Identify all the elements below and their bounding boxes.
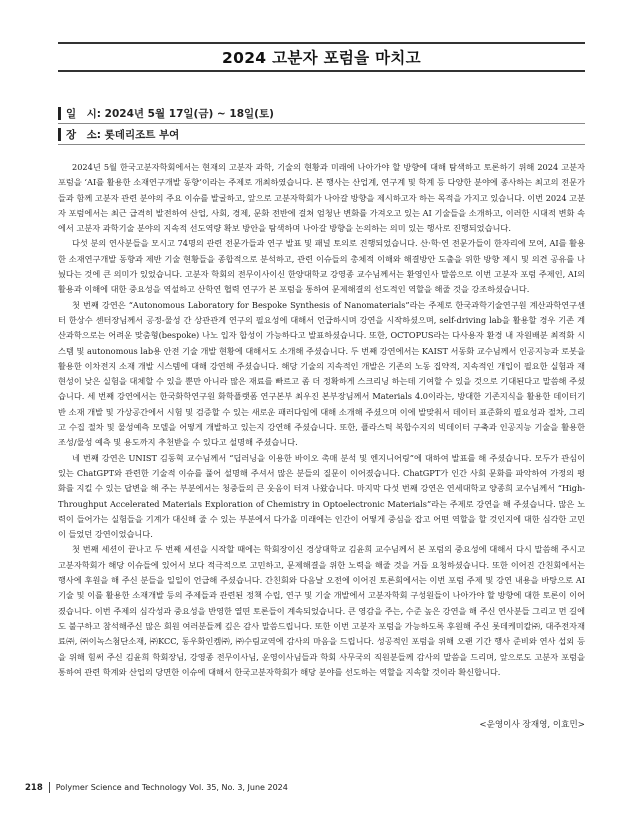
paragraph-5: 첫 번째 세션이 끝나고 두 번째 세션을 시작할 때에는 학회장이신 경상대학교 김윤희 교수님께서 본 포럼의 중요성에 대해서 다시 말씀해 주시고 고분자학회가 해당 이슈들에 있어서 보다 적극적으로 고민하고, 문제해결을 위한 노력을 해줄 것을 거듭 요청하셨습니다. 또한 이어진 간친회에서는 행사에 후원을 해 주신 분들을 일일이 언급해 주셨습니다. 간친회와 다음날 오전에 이어진 토론회에서는 이번 포럼 주제 및 강연 내용을 바탕으로 AI 기술 및 이를 활용한 소재개발 등의 주제들과 관련된 정책 수립, 연구 및 기술 개발에서 고분자학회 구성원들이 나아가야 할 방향에 대한 토론이 이어졌습니다. 이번 주제의 심각성과 중요성을 반영한 열띤 토론들이 계속되었습니다. 큰 영감을 주는, 수준 높은 강연을 해 주신 연사분들 그리고 먼 길에도 불구하고 참석해주신 많은 회원 여러분들께 깊은 감사 말씀드립니다. 또한 이번 고분자 포럼을 가능하도록 후원해 주신 롯데케미칼㈜, 대주전자재료㈜, ㈜이녹스첨단소재, ㈜KCC, 동우화인켐㈜, ㈜수림교역에 감사의 마음을 드립니다. 성공적인 포럼을 위해 오랜 기간 행사 준비와 연사 섭외 등을 위해 힘써 주신 김윤희 학회장님, 강영종 전무이사님, 운영이사님들과 학회 사무국의 직원분들께 감사의 말씀을 드리며, 앞으로도 고분자 포럼을 통하여 관련 학계와 산업의 당면한 이슈에 대해서 한국고분자학회가 해당 분야를 선도하는 역할을 지속할 것이라 확신합니다. xyxy=(58,544,585,677)
place-value: 롯데리조트 부여 xyxy=(104,128,180,141)
page-title: 2024 고분자 포럼을 마치고 xyxy=(222,49,421,67)
bullet-bar xyxy=(58,107,61,120)
paragraph-2: 다섯 분의 연사분들을 모시고 74명의 관련 전문가들과 연구 발표 및 패널 토의로 진행되었습니다. 산·학·연 전문가들이 한자리에 모여, AI를 활용한 소재연구개발 동향과 제반 기술 현황들을 종합적으로 분석하고, 관련 이슈들의 총체적 이해와 해결방안 도출을 위한 방향 제시 및 의견 공유를 나눴다는 것에 큰 의미가 있었습니다. 고분자 학회의 전무이사이신 한양대학교 강영종 교수님께서는 환영인사 말씀으로 이번 고분자 포럼 주제인, AI의 활용과 이해에 대한 중요성을 역설하고 산학연 협력 연구가 본 포럼을 통하여 문제해결의 선도적인 역할을 해줄 것을 강조하셨습니다. xyxy=(58,238,585,295)
paragraph-3: 첫 번째 강연은 “Autonomous Laboratory for Bespoke Synthesis of Nanomaterials”라는 주제로 한국과학기술연구원 계산과학연구센터 한상수 센터장님께서 공정-물성 간 상관관계 연구의 필요성에 대해서 언급하시며 강연을 시작하셨으며, self-driving lab을 활용할 경우 기존 계산과학으로는 어려운 맞춤형(bespoke) 나노 입자 합성이 가능하다고 발표하셨습니다. 또한, OCTOPUS라는 다사용자 환경 내 자원배분 최적화 시스템 및 autonomous lab용 안전 기술 개발 현황에 대해서도 소개해 주셨습니다. 두 번째 강연에서는 KAIST 서동화 교수님께서 인공지능과 로봇을 활용한 이차전지 소재 개발 시스템에 대해 강연해 주셨습니다. 해당 기술의 지속적인 개발은 기존의 노동 집약적, 지속적인 개입이 필요한 실험과 재현성이 낮은 실험을 대체할 수 있을 뿐만 아니라 많은 재료를 빠르고 좀 더 정확하게 스크리닝 하는데 기여할 수 있을 것으로 기대된다고 말씀해 주셨습니다. 세 번째 강연에서는 한국화학연구원 화학플랫폼 연구본부 최우진 본부장님께서 Materials 4.0이라는, 방대한 기존지식을 활용한 데이터기반 소재 개발 및 가상공간에서 시험 및 검증할 수 있는 새로운 패러다임에 대해 소개해 주셨으며 이에 발맞춰서 데이터 표준화의 필요성과 절차, 그리고 수집 절차 및 물성예측 모델을 어떻게 개발하고 있는지 강연해 주셨습니다. 또한, 플라스틱 복합수지의 빅데이터 구축과 인공지능 기술을 활용한 조성/물성 예측 및 용도까지 추천받을 수 있다고 설명해 주셨습니다. xyxy=(58,299,585,448)
page-title-box xyxy=(58,42,585,72)
info-divider xyxy=(58,144,585,145)
footer-separator xyxy=(49,782,50,793)
date-value: 2024년 5월 17일(금) ~ 18일(토) xyxy=(104,107,274,120)
page-number: 218 xyxy=(25,782,43,793)
date-label: 일 시: xyxy=(66,107,101,120)
journal-info: Polymer Science and Technology Vol. 35, No. 3, June 2024 xyxy=(55,783,288,792)
info-date-row xyxy=(58,105,585,121)
signature: <운영이사 장재영, 이효민> xyxy=(479,720,585,730)
paragraph-1: 2024년 5월 한국고분자학회에서는 현재의 고분자 과학, 기술의 현황과 미래에 나아가야 할 방향에 대해 탐색하고 토론하기 위해 2024 고분자 포럼을 ‘AI를 활용한 소재연구개발 동향’이라는 주제로 개최하였습니다. 본 행사는 산업계, 연구계 및 학계 등 다양한 분야에 종사하는 최고의 전문가들과 함께 고분자 관련 분야의 주요 이슈를 발굴하고, 앞으로 고분자학회가 나아갈 방향을 제시하고자 하는 목적을 가지고 있습니다. 이번 2024 고분자 포럼에서는 최근 급격히 발전하여 산업, 사회, 경제, 문화 전반에 걸쳐 엄청난 변화를 가져오고 있는 AI 기술들을 소개하고, 이러한 시대적 변화 속에서 고분자 과학기술 분야의 지속적 선도역량 확보 방안을 탐색하며 나아갈 방향을 논의하는 의미 있는 행사로 진행되었습니다. xyxy=(58,162,585,234)
place-label: 장 소: xyxy=(66,128,101,141)
info-divider xyxy=(58,123,585,124)
info-place-row xyxy=(58,126,585,142)
paragraph-4: 네 번째 강연은 UNIST 김동혁 교수님께서 “딥러닝을 이용한 바이오 촉매 분석 및 엔지니어링”에 대하여 발표를 해 주셨습니다. 모두가 관심이 있는 ChatGPT와 관련한 기술적 이슈를 풀어 설명해 주셔서 많은 분들의 질문이 이어졌습니다. ChatGPT가 인간 사회 문화를 파악하여 가정의 평화를 지킬 수 있는 답변을 해 주는 부분에서는 청중들의 큰 웃음이 터져 나왔습니다. 마지막 다섯 번째 강연은 연세대학교 양종희 교수님께서 “High-Throughput Accelerated Materials Exploration of Chemistry in Optoelectronic Materials”라는 주제로 강연을 해 주셨습니다. 많은 노력이 들어가는 실험들을 기계가 대신해 줄 수 있는 부분에서 다가올 미래에는 인간이 어떻게 중심을 잡고 어떤 역할을 할 것인지에 대한 심각한 고민이 들었던 강연이었습니다. xyxy=(58,452,585,540)
bullet-bar xyxy=(58,128,61,141)
page-footer xyxy=(25,782,288,793)
article-body xyxy=(58,160,585,680)
